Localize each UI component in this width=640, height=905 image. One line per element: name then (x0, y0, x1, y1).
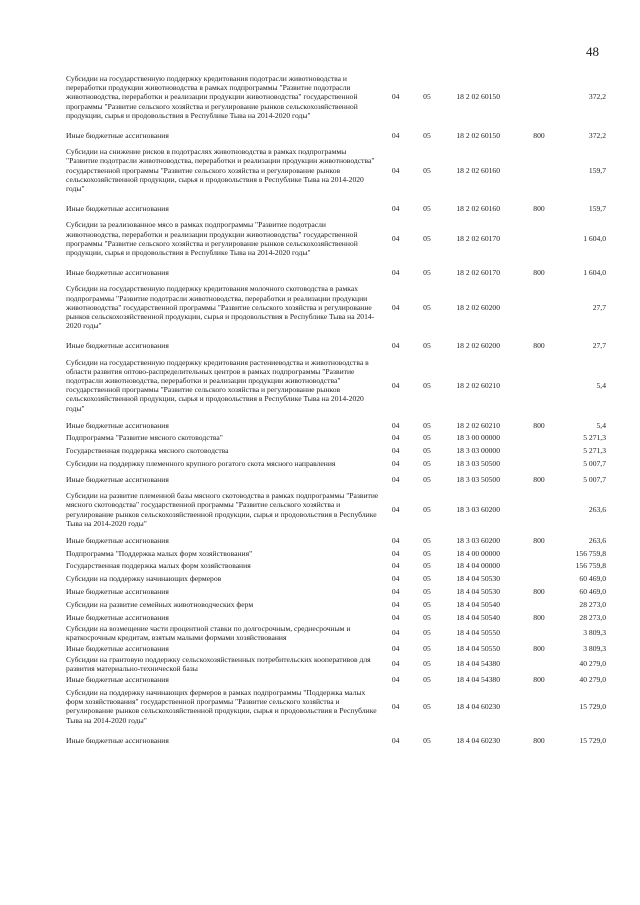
cell-subsection: 05 (423, 446, 431, 456)
table-row (66, 282, 606, 336)
cell-amount: 1 604,0 (583, 268, 606, 278)
cell-amount: 159,7 (588, 204, 606, 214)
cell-expense-type: 800 (533, 643, 545, 653)
cell-amount: 5 271,3 (583, 433, 606, 443)
cell-target-article: 18 3 03 50500 (456, 459, 501, 469)
cell-target-article: 18 2 02 60170 (456, 234, 501, 244)
cell-subsection: 05 (423, 459, 431, 469)
cell-target-article: 18 4 04 54380 (456, 659, 501, 669)
cell-target-article: 18 3 03 60200 (456, 505, 501, 515)
cell-amount: 263,6 (588, 505, 606, 515)
table-row (66, 686, 606, 731)
cell-target-article: 18 2 02 60150 (456, 131, 501, 141)
page-number: 48 (586, 44, 599, 59)
cell-section: 04 (391, 234, 400, 244)
cell-subsection: 05 (423, 535, 431, 545)
table-row (66, 624, 606, 642)
table-row (66, 598, 606, 611)
cell-section: 04 (391, 599, 400, 609)
cell-amount: 27,7 (592, 341, 606, 351)
cell-amount: 40 279,0 (579, 659, 606, 669)
cell-section: 04 (391, 268, 400, 278)
table-row (66, 218, 606, 263)
cell-name: Государственная поддержка малых форм хозяйствования (66, 561, 251, 571)
cell-section: 04 (391, 659, 400, 669)
table-row (66, 444, 606, 457)
cell-name: Иные бюджетные ассигнования (66, 587, 169, 597)
cell-subsection: 05 (423, 612, 431, 622)
cell-subsection: 05 (423, 380, 431, 390)
cell-subsection: 05 (423, 131, 431, 141)
table-row (66, 199, 606, 218)
cell-section: 04 (391, 92, 400, 102)
table-row (66, 642, 606, 655)
cell-name: Иные бюджетные ассигнования (66, 675, 169, 685)
cell-amount: 60 469,0 (579, 587, 606, 597)
cell-name: Субсидии на государственную поддержку кредитования молочного скотоводства в рамках подпрограммы "Развитие подотрасли животноводства, переработки и реализации продукции животноводства" государственной программы "Развитие сельского хозяйства и регулирование рынков сельскохозяйственной продукции, сырья и продовольствия в Республике Тыва на 2014-2020 годы" (66, 284, 375, 331)
cell-section: 04 (391, 628, 400, 638)
cell-target-article: 18 4 04 50550 (456, 643, 501, 653)
cell-section: 04 (391, 433, 400, 443)
cell-target-article: 18 2 02 60150 (456, 92, 501, 102)
cell-section: 04 (391, 475, 400, 485)
cell-target-article: 18 2 02 60200 (456, 302, 501, 312)
cell-name: Субсидии за реализованное мясо в рамках подпрограммы "Развитие подотрасли животноводства, переработки и реализации продукции животноводства" государственной программы "Развитие сельского хозяйства и регулирование рынков сельскохозяйственной продукции, сырья и продовольствия в Республике Тыва на 2014-2020 годы" (66, 220, 358, 258)
cell-section: 04 (391, 675, 400, 685)
table-row (66, 356, 606, 419)
cell-section: 04 (391, 204, 400, 214)
table-row (66, 560, 606, 573)
cell-expense-type: 800 (533, 341, 545, 351)
cell-expense-type (533, 444, 564, 457)
cell-name: Подпрограмма "Поддержка малых форм хозяйствования" (66, 548, 253, 558)
cell-section: 04 (391, 561, 400, 571)
cell-amount: 28 273,0 (579, 612, 606, 622)
cell-amount: 372,2 (588, 92, 606, 102)
cell-target-article: 18 4 04 60230 (456, 735, 501, 745)
cell-expense-type: 800 (533, 420, 545, 430)
table-row (66, 432, 606, 445)
cell-section: 04 (391, 574, 400, 584)
cell-name: Иные бюджетные ассигнования (66, 268, 169, 278)
cell-name: Субсидии на поддержку племенного крупного рогатого скота мясного направления (66, 459, 336, 469)
table-row (66, 145, 606, 199)
table-row (66, 655, 606, 673)
cell-subsection: 05 (423, 268, 431, 278)
cell-section: 04 (391, 535, 400, 545)
cell-expense-type (533, 560, 564, 573)
cell-expense-type (533, 282, 564, 336)
cell-subsection: 05 (423, 735, 431, 745)
table-row (66, 585, 606, 598)
cell-target-article: 18 4 04 50550 (456, 628, 501, 638)
cell-name: Иные бюджетные ассигнования (66, 535, 169, 545)
cell-amount: 5,4 (596, 420, 606, 430)
cell-expense-type: 800 (533, 131, 545, 141)
cell-target-article: 18 4 04 00000 (456, 561, 501, 571)
cell-target-article: 18 2 02 60160 (456, 204, 501, 214)
cell-section: 04 (391, 341, 400, 351)
cell-amount: 156 759,8 (575, 548, 606, 558)
cell-target-article: 18 4 04 50530 (456, 587, 501, 597)
cell-name: Иные бюджетные ассигнования (66, 475, 169, 485)
cell-section: 04 (391, 302, 400, 312)
cell-target-article: 18 2 02 60200 (456, 341, 501, 351)
cell-amount: 60 469,0 (579, 574, 606, 584)
table-row (66, 489, 606, 534)
cell-expense-type (533, 572, 564, 585)
cell-amount: 3 809,3 (583, 643, 606, 653)
cell-expense-type (533, 457, 564, 470)
cell-subsection: 05 (423, 433, 431, 443)
cell-subsection: 05 (423, 505, 431, 515)
table-row (66, 457, 606, 470)
table-row (66, 673, 606, 686)
cell-name: Иные бюджетные ассигнования (66, 735, 169, 745)
cell-subsection: 05 (423, 675, 431, 685)
cell-amount: 15 729,0 (579, 735, 606, 745)
cell-expense-type (533, 624, 564, 642)
table-row (66, 419, 606, 432)
cell-section: 04 (391, 735, 400, 745)
cell-expense-type: 800 (533, 535, 545, 545)
cell-name: Субсидии на грантовую поддержку сельскохозяйственных потребительских кооперативов для развития материально-технической базы (66, 654, 371, 674)
cell-expense-type (533, 72, 564, 126)
cell-section: 04 (391, 643, 400, 653)
cell-section: 04 (391, 380, 400, 390)
cell-expense-type (533, 686, 564, 731)
cell-amount: 1 604,0 (583, 234, 606, 244)
cell-name: Иные бюджетные ассигнования (66, 612, 169, 622)
cell-expense-type (533, 489, 564, 534)
cell-subsection: 05 (423, 92, 431, 102)
cell-subsection: 05 (423, 548, 431, 558)
cell-subsection: 05 (423, 599, 431, 609)
cell-amount: 40 279,0 (579, 675, 606, 685)
cell-section: 04 (391, 505, 400, 515)
cell-amount: 15 729,0 (579, 701, 606, 711)
cell-expense-type (533, 145, 564, 199)
cell-subsection: 05 (423, 587, 431, 597)
cell-name: Субсидии на развитие племенной базы мясного скотоводства в рамках подпрограммы "Развитие мясного скотоводства" государственной программы "Развитие сельского хозяйства и регулирование рынков сельскохозяйственной продукции, сырья и продовольствия в Республике Тыва на 2014-2020 годы" (66, 491, 379, 528)
cell-expense-type: 800 (533, 475, 545, 485)
cell-amount: 263,6 (588, 535, 606, 545)
cell-name: Субсидии на поддержку начинающих фермеров (66, 574, 222, 584)
cell-name: Иные бюджетные ассигнования (66, 341, 169, 351)
table-row (66, 336, 606, 355)
cell-subsection: 05 (423, 561, 431, 571)
cell-name: Субсидии на поддержку начинающих фермеров в рамках подпрограммы "Поддержка малых форм хозяйствования" государственной программы "Развитие сельского хозяйства и регулирование рынков сельскохозяйственной продукции, сырья и продовольствия в Республике Тыва на 2014-2020 годы" (66, 688, 377, 725)
table-row (66, 534, 606, 547)
cell-name: Государственная поддержка мясного скотоводства (66, 446, 229, 456)
cell-expense-type: 800 (533, 587, 545, 597)
cell-expense-type (533, 218, 564, 263)
cell-name: Субсидии на возмещение части процентной ставки по долгосрочным, среднесрочным и краткосрочным кредитам, взятым малыми формами хозяйствования (66, 623, 351, 642)
budget-table (66, 72, 606, 750)
cell-name: Субсидии на развитие семейных животноводческих ферм (66, 599, 254, 609)
cell-section: 04 (391, 612, 400, 622)
cell-target-article: 18 3 03 50500 (456, 475, 501, 485)
cell-name: Подпрограмма "Развитие мясного скотоводства" (66, 433, 223, 443)
cell-target-article: 18 4 04 50530 (456, 574, 501, 584)
cell-target-article: 18 2 02 60170 (456, 268, 501, 278)
table-row (66, 547, 606, 560)
cell-subsection: 05 (423, 234, 431, 244)
budget-table-body (66, 72, 606, 750)
cell-amount: 27,7 (592, 302, 606, 312)
cell-subsection: 05 (423, 165, 431, 175)
table-row (66, 126, 606, 145)
cell-target-article: 18 4 04 60230 (456, 701, 501, 711)
cell-amount: 159,7 (588, 165, 606, 175)
table-row (66, 572, 606, 585)
cell-expense-type (533, 432, 564, 445)
cell-section: 04 (391, 420, 400, 430)
cell-subsection: 05 (423, 475, 431, 485)
table-row (66, 611, 606, 624)
cell-section: 04 (391, 131, 400, 141)
cell-amount: 5 271,3 (583, 446, 606, 456)
cell-amount: 156 759,8 (575, 561, 606, 571)
table-row (66, 470, 606, 489)
table-row (66, 72, 606, 126)
cell-section: 04 (391, 587, 400, 597)
cell-target-article: 18 2 02 60210 (456, 420, 501, 430)
cell-section: 04 (391, 548, 400, 558)
cell-subsection: 05 (423, 302, 431, 312)
cell-target-article: 18 3 03 60200 (456, 535, 501, 545)
cell-subsection: 05 (423, 341, 431, 351)
cell-expense-type (533, 547, 564, 560)
cell-target-article: 18 2 02 60160 (456, 165, 501, 175)
cell-expense-type (533, 598, 564, 611)
cell-target-article: 18 4 04 54380 (456, 675, 501, 685)
cell-target-article: 18 4 04 50540 (456, 599, 501, 609)
cell-subsection: 05 (423, 628, 431, 638)
table-row (66, 263, 606, 282)
cell-name: Иные бюджетные ассигнования (66, 131, 169, 141)
cell-section: 04 (391, 459, 400, 469)
cell-expense-type: 800 (533, 268, 545, 278)
cell-subsection: 05 (423, 659, 431, 669)
cell-name: Иные бюджетные ассигнования (66, 420, 169, 430)
cell-expense-type: 800 (533, 735, 545, 745)
cell-subsection: 05 (423, 574, 431, 584)
cell-section: 04 (391, 446, 400, 456)
cell-expense-type: 800 (533, 204, 545, 214)
cell-amount: 3 809,3 (583, 628, 606, 638)
cell-target-article: 18 4 04 50540 (456, 612, 501, 622)
cell-amount: 5,4 (596, 380, 606, 390)
cell-amount: 5 007,7 (583, 459, 606, 469)
cell-amount: 28 273,0 (579, 599, 606, 609)
cell-expense-type: 800 (533, 675, 545, 685)
cell-expense-type (533, 356, 564, 419)
cell-target-article: 18 3 00 00000 (456, 433, 501, 443)
cell-expense-type: 800 (533, 612, 545, 622)
cell-name: Иные бюджетные ассигнования (66, 643, 169, 653)
cell-subsection: 05 (423, 204, 431, 214)
cell-target-article: 18 3 03 00000 (456, 446, 501, 456)
cell-name: Субсидии на государственную поддержку кредитования подотрасли животноводства и переработки продукции животноводства в рамках подпрограммы "Развитие подотрасли животноводства, переработки и реализации продукции животноводства" государственной программы "Развитие сельского хозяйства и регулирование рынков сельскохозяйственной продукции, сырья и продовольствия в Республике Тыва на 2014-2020 годы" (66, 74, 358, 120)
cell-amount: 5 007,7 (583, 475, 606, 485)
cell-amount: 372,2 (588, 131, 606, 141)
cell-name: Иные бюджетные ассигнования (66, 204, 169, 214)
cell-subsection: 05 (423, 420, 431, 430)
cell-name: Субсидии на государственную поддержку кредитования растениеводства и животноводства в области развития оптово-распределительных центров в рамках подпрограммы "Развитие подотрасли животноводства, переработки и реализации продукции животноводства" государственной программы "Развитие сельского хозяйства и регулирование рынков сельскохозяйственной продукции, сырья и продовольствия в Республике Тыва на 2014-2020 годы" (66, 357, 369, 413)
cell-target-article: 18 4 00 00000 (456, 548, 501, 558)
cell-expense-type (533, 655, 564, 673)
cell-section: 04 (391, 165, 400, 175)
cell-subsection: 05 (423, 701, 431, 711)
cell-subsection: 05 (423, 643, 431, 653)
cell-target-article: 18 2 02 60210 (456, 380, 501, 390)
cell-section: 04 (391, 701, 400, 711)
cell-name: Субсидии на снижение рисков в подотраслях животноводства в рамках подпрограммы "Развитие подотрасли животноводства, переработки и реализации продукции животноводства" государственной программы "Развитие сельского хозяйства и регулирование рынков сельскохозяйственной продукции, сырья и продовольствия в Республике Тыва на 2014-2020 годы" (66, 147, 375, 194)
table-row (66, 731, 606, 750)
